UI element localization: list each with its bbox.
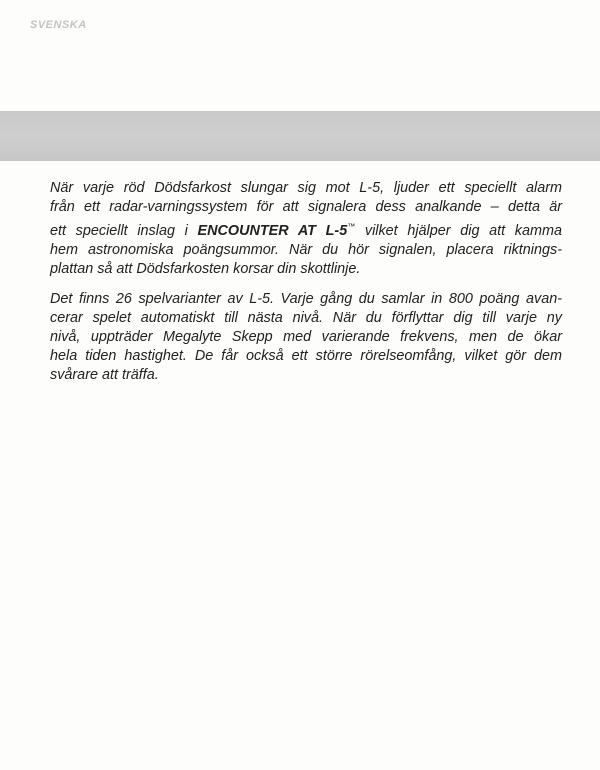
paragraph-game-variants bbox=[50, 290, 562, 385]
text-line: När varje röd Dödsfarkost slungar sig mot L-5, ljuder ett speciellt alarm bbox=[50, 180, 562, 196]
game-title: ENCOUNTER AT L-5 bbox=[197, 222, 348, 239]
trademark-symbol: ™ bbox=[347, 222, 356, 231]
header-band bbox=[0, 111, 600, 161]
text-line: från ett radar-varningssystem för att signalera dess analkande – detta är bbox=[50, 199, 562, 215]
text-segment: ett speciellt inslag i bbox=[50, 222, 188, 239]
text-line: Det finns 26 spelvarianter av L-5. Varje gång du samlar in 800 poäng avan- bbox=[50, 290, 562, 307]
text-line: cerar spelet automatiskt till nästa nivå. När du förflyttar dig till varje ny bbox=[50, 309, 562, 326]
text-line: plattan så att Dödsfarkosten korsar din skottlinje. bbox=[50, 260, 361, 277]
text-line: svårare att träffa. bbox=[50, 366, 159, 383]
text-segment: vilket hjälper dig att kamma bbox=[364, 222, 562, 239]
manual-body bbox=[50, 179, 562, 396]
text-line-with-title bbox=[50, 217, 562, 241]
language-label: SVENSKA bbox=[30, 19, 87, 31]
text-line: nivå, uppträder Megalyte Skepp med varierande frekvens, men de ökar bbox=[50, 328, 562, 345]
paragraph-death-ships bbox=[50, 179, 562, 279]
text-line: hem astronomiska poängsummor. När du hör signalen, placera riktnings- bbox=[50, 241, 562, 258]
text-line: hela tiden hastighet. De får också ett större rörelseomfång, vilket gör dem bbox=[50, 347, 562, 364]
